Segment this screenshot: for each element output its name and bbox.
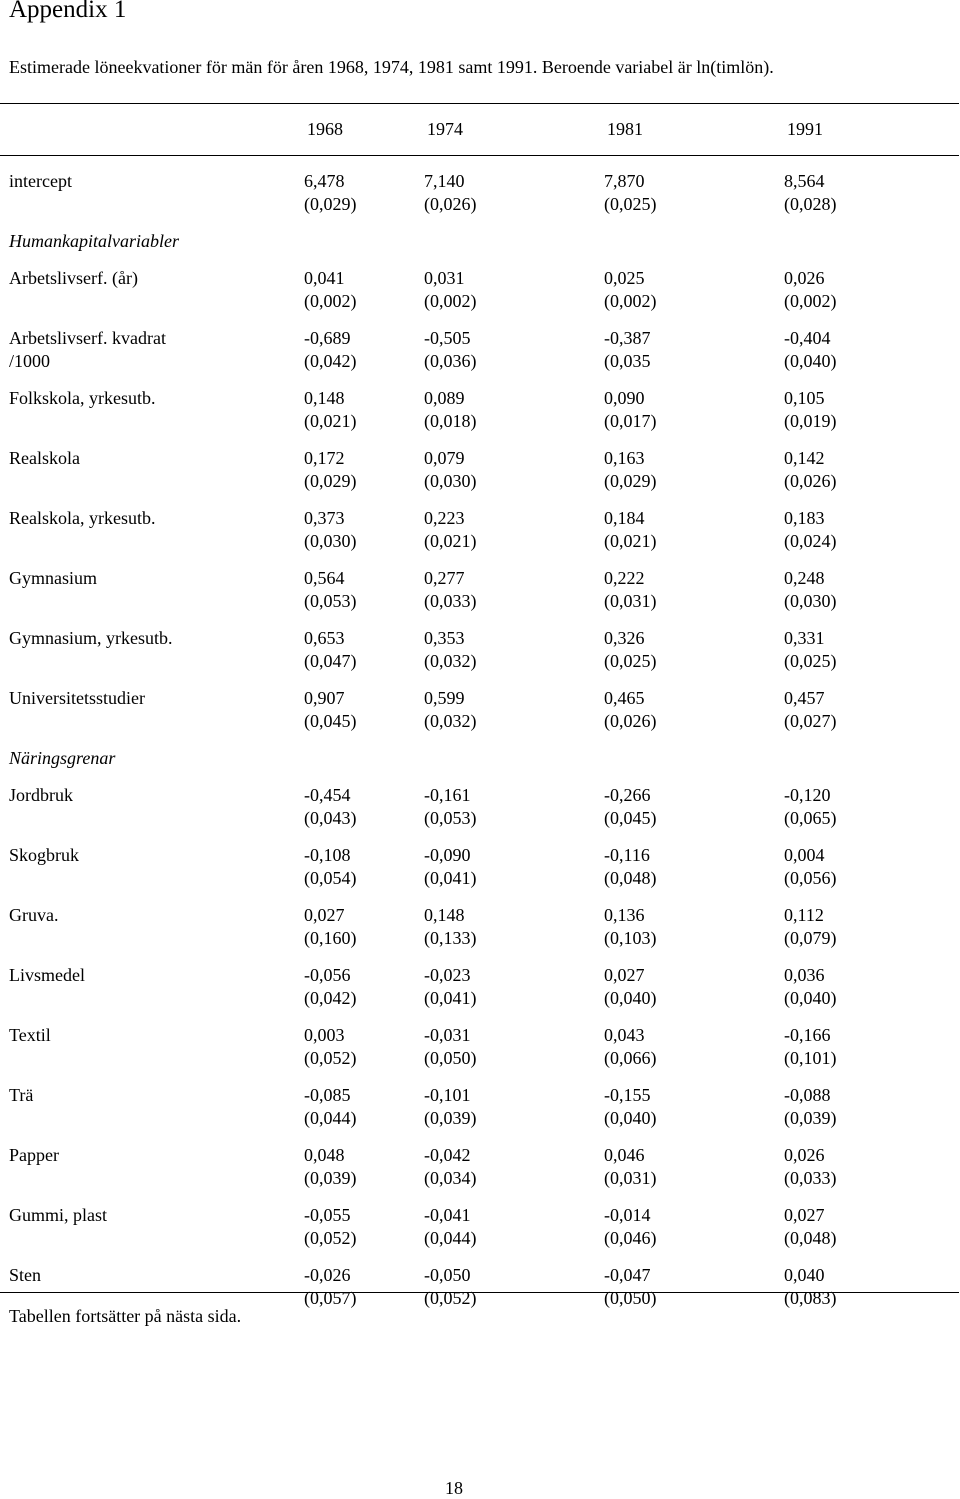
coefficient-cell-1974: 0,079 (0,030) bbox=[424, 448, 477, 491]
section-heading-row bbox=[0, 747, 959, 784]
table-caption: Estimerade löneekvationer för män för åren 1968, 1974, 1981 samt 1991. Beroende variabel är ln(timlön). bbox=[9, 57, 774, 77]
coefficient-cell-1991: 0,331 (0,025) bbox=[784, 628, 837, 671]
table-row bbox=[0, 170, 959, 230]
coefficient-cell-1968: -0,108 (0,054) bbox=[304, 845, 357, 888]
regression-table-body bbox=[0, 170, 959, 1324]
table-row bbox=[0, 904, 959, 964]
section-heading-row bbox=[0, 230, 959, 267]
coefficient-cell-1991: 0,457 (0,027) bbox=[784, 688, 837, 731]
coefficient-cell-1981: 0,326 (0,025) bbox=[604, 628, 657, 671]
coefficient-cell-1981: -0,387 (0,035 bbox=[604, 328, 651, 371]
coefficient-cell-1968: 0,907 (0,045) bbox=[304, 688, 357, 731]
coefficient-cell-1991: 0,248 (0,030) bbox=[784, 568, 837, 611]
coefficient-cell-1974: -0,101 (0,039) bbox=[424, 1085, 477, 1128]
coefficient-cell-1981: -0,014 (0,046) bbox=[604, 1205, 657, 1248]
coefficient-cell-1968: 0,653 (0,047) bbox=[304, 628, 357, 671]
variable-label: Jordbruk bbox=[9, 785, 73, 805]
coefficient-cell-1981: 0,465 (0,026) bbox=[604, 688, 657, 731]
coefficient-cell-1981: -0,047 (0,050) bbox=[604, 1265, 657, 1308]
coefficient-cell-1981: -0,266 (0,045) bbox=[604, 785, 657, 828]
section-heading: Näringsgrenar bbox=[9, 748, 116, 768]
table-row bbox=[0, 627, 959, 687]
coefficient-cell-1974: -0,090 (0,041) bbox=[424, 845, 477, 888]
table-top-rule bbox=[0, 103, 959, 104]
coefficient-cell-1981: 0,184 (0,021) bbox=[604, 508, 657, 551]
coefficient-cell-1968: 6,478 (0,029) bbox=[304, 171, 357, 214]
year-header-1991: 1991 bbox=[787, 119, 823, 139]
coefficient-cell-1974: 0,599 (0,032) bbox=[424, 688, 477, 731]
coefficient-cell-1981: -0,155 (0,040) bbox=[604, 1085, 657, 1128]
coefficient-cell-1968: -0,055 (0,052) bbox=[304, 1205, 357, 1248]
table-row bbox=[0, 507, 959, 567]
coefficient-cell-1991: -0,404 (0,040) bbox=[784, 328, 837, 371]
page-number: 18 bbox=[445, 1478, 463, 1498]
coefficient-cell-1974: 0,089 (0,018) bbox=[424, 388, 477, 431]
coefficient-cell-1991: 0,036 (0,040) bbox=[784, 965, 837, 1008]
coefficient-cell-1974: 7,140 (0,026) bbox=[424, 171, 477, 214]
year-header-1968: 1968 bbox=[307, 119, 343, 139]
coefficient-cell-1974: -0,031 (0,050) bbox=[424, 1025, 477, 1068]
coefficient-cell-1981: 0,163 (0,029) bbox=[604, 448, 657, 491]
year-header-1974: 1974 bbox=[427, 119, 463, 139]
coefficient-cell-1974: -0,041 (0,044) bbox=[424, 1205, 477, 1248]
variable-label: Arbetslivserf. (år) bbox=[9, 268, 138, 288]
table-row bbox=[0, 447, 959, 507]
variable-label: Gymnasium bbox=[9, 568, 97, 588]
coefficient-cell-1981: 7,870 (0,025) bbox=[604, 171, 657, 214]
coefficient-cell-1974: -0,023 (0,041) bbox=[424, 965, 477, 1008]
variable-label: Realskola bbox=[9, 448, 80, 468]
coefficient-cell-1974: 0,277 (0,033) bbox=[424, 568, 477, 611]
coefficient-cell-1974: -0,042 (0,034) bbox=[424, 1145, 477, 1188]
coefficient-cell-1974: 0,223 (0,021) bbox=[424, 508, 477, 551]
table-continues-note: Tabellen fortsätter på nästa sida. bbox=[9, 1306, 242, 1326]
coefficient-cell-1968: 0,148 (0,021) bbox=[304, 388, 357, 431]
coefficient-cell-1968: 0,048 (0,039) bbox=[304, 1145, 357, 1188]
coefficient-cell-1968: 0,373 (0,030) bbox=[304, 508, 357, 551]
variable-label: Gymnasium, yrkesutb. bbox=[9, 628, 173, 648]
coefficient-cell-1991: 0,026 (0,033) bbox=[784, 1145, 837, 1188]
coefficient-cell-1991: 0,040 (0,083) bbox=[784, 1265, 837, 1308]
table-row bbox=[0, 784, 959, 844]
table-row bbox=[0, 844, 959, 904]
table-row bbox=[0, 1024, 959, 1084]
coefficient-cell-1968: -0,026 (0,057) bbox=[304, 1265, 357, 1308]
table-bottom-rule bbox=[0, 1292, 959, 1293]
coefficient-cell-1968: -0,454 (0,043) bbox=[304, 785, 357, 828]
coefficient-cell-1974: -0,505 (0,036) bbox=[424, 328, 477, 371]
variable-label: Trä bbox=[9, 1085, 34, 1105]
coefficient-cell-1968: 0,564 (0,053) bbox=[304, 568, 357, 611]
coefficient-cell-1968: 0,027 (0,160) bbox=[304, 905, 357, 948]
variable-label: Papper bbox=[9, 1145, 59, 1165]
coefficient-cell-1974: 0,031 (0,002) bbox=[424, 268, 477, 311]
coefficient-cell-1968: -0,056 (0,042) bbox=[304, 965, 357, 1008]
appendix-title: Appendix 1 bbox=[9, 0, 127, 23]
table-row bbox=[0, 1144, 959, 1204]
coefficient-cell-1981: -0,116 (0,048) bbox=[604, 845, 657, 888]
table-row bbox=[0, 327, 959, 387]
coefficient-cell-1974: 0,148 (0,133) bbox=[424, 905, 477, 948]
table-row bbox=[0, 1084, 959, 1144]
coefficient-cell-1981: 0,027 (0,040) bbox=[604, 965, 657, 1008]
coefficient-cell-1991: 0,112 (0,079) bbox=[784, 905, 837, 948]
coefficient-cell-1968: 0,172 (0,029) bbox=[304, 448, 357, 491]
coefficient-cell-1981: 0,090 (0,017) bbox=[604, 388, 657, 431]
coefficient-cell-1974: -0,161 (0,053) bbox=[424, 785, 477, 828]
variable-label: Skogbruk bbox=[9, 845, 80, 865]
table-row bbox=[0, 567, 959, 627]
coefficient-cell-1981: 0,136 (0,103) bbox=[604, 905, 657, 948]
coefficient-cell-1981: 0,025 (0,002) bbox=[604, 268, 657, 311]
coefficient-cell-1991: 0,004 (0,056) bbox=[784, 845, 837, 888]
coefficient-cell-1968: 0,003 (0,052) bbox=[304, 1025, 357, 1068]
table-row bbox=[0, 964, 959, 1024]
variable-label: Universitetsstudier bbox=[9, 688, 145, 708]
year-header-1981: 1981 bbox=[607, 119, 643, 139]
coefficient-cell-1991: 8,564 (0,028) bbox=[784, 171, 837, 214]
variable-label: Realskola, yrkesutb. bbox=[9, 508, 156, 528]
variable-label: Gummi, plast bbox=[9, 1205, 107, 1225]
coefficient-cell-1968: 0,041 (0,002) bbox=[304, 268, 357, 311]
coefficient-cell-1981: 0,046 (0,031) bbox=[604, 1145, 657, 1188]
coefficient-cell-1991: -0,088 (0,039) bbox=[784, 1085, 837, 1128]
coefficient-cell-1991: -0,166 (0,101) bbox=[784, 1025, 837, 1068]
coefficient-cell-1968: -0,085 (0,044) bbox=[304, 1085, 357, 1128]
coefficient-cell-1991: -0,120 (0,065) bbox=[784, 785, 837, 828]
table-row bbox=[0, 267, 959, 327]
header-bottom-rule bbox=[0, 155, 959, 156]
variable-label: Arbetslivserf. kvadrat /1000 bbox=[9, 328, 166, 371]
variable-label: Textil bbox=[9, 1025, 51, 1045]
coefficient-cell-1981: 0,043 (0,066) bbox=[604, 1025, 657, 1068]
variable-label: Sten bbox=[9, 1265, 42, 1285]
variable-label: Gruva. bbox=[9, 905, 59, 925]
coefficient-cell-1974: 0,353 (0,032) bbox=[424, 628, 477, 671]
year-header-row bbox=[0, 119, 959, 141]
section-heading: Humankapitalvariabler bbox=[9, 231, 179, 251]
variable-label: intercept bbox=[9, 171, 72, 191]
coefficient-cell-1991: 0,026 (0,002) bbox=[784, 268, 837, 311]
coefficient-cell-1991: 0,142 (0,026) bbox=[784, 448, 837, 491]
table-row bbox=[0, 387, 959, 447]
coefficient-cell-1981: 0,222 (0,031) bbox=[604, 568, 657, 611]
table-row bbox=[0, 1204, 959, 1264]
variable-label: Folkskola, yrkesutb. bbox=[9, 388, 156, 408]
variable-label: Livsmedel bbox=[9, 965, 85, 985]
coefficient-cell-1991: 0,105 (0,019) bbox=[784, 388, 837, 431]
table-row bbox=[0, 687, 959, 747]
coefficient-cell-1974: -0,050 (0,052) bbox=[424, 1265, 477, 1308]
coefficient-cell-1968: -0,689 (0,042) bbox=[304, 328, 357, 371]
coefficient-cell-1991: 0,027 (0,048) bbox=[784, 1205, 837, 1248]
coefficient-cell-1991: 0,183 (0,024) bbox=[784, 508, 837, 551]
